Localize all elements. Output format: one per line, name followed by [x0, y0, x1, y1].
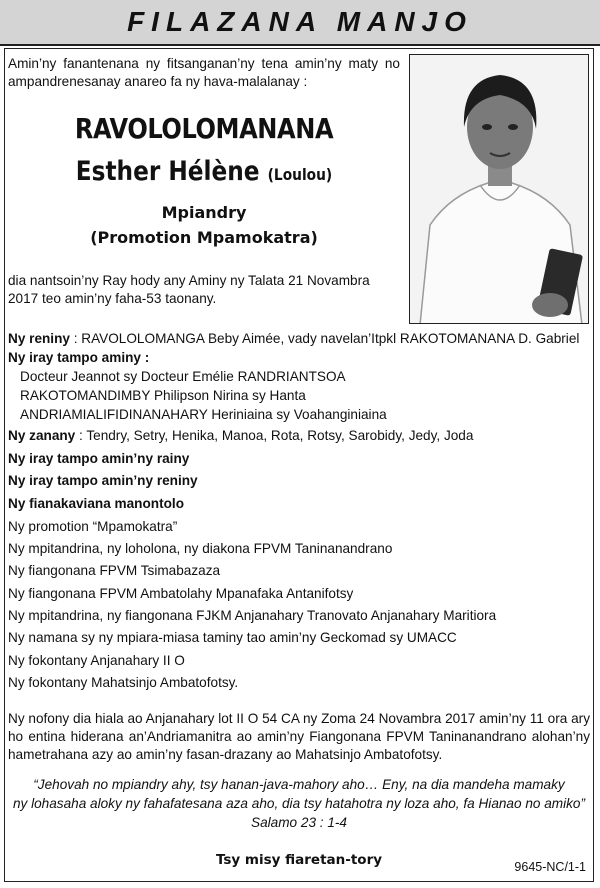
family-line: Ny fokontany Anjanahary II O — [8, 653, 185, 668]
deceased-surname: RAVOLOLOMANANA — [74, 112, 334, 145]
mother-text: : RAVOLOLOMANGA Beby Aimée, vady navelan’Itpkl RAKOTOMANANA D. Gabriel — [69, 331, 580, 346]
portrait-photo — [409, 54, 589, 324]
family-bold-line: Ny iray tampo amin’ny reniny — [8, 473, 198, 488]
header-title: FILAZANA MANJO — [127, 6, 473, 37]
family-line: Ny mpitandrina, ny loholona, ny diakona FPVM Taninanandrano — [8, 541, 393, 556]
family-line: Ny mpitandrina, ny fiangonana FJKM Anjanahary Tranovato Anjanahary Maritiora — [8, 608, 497, 623]
quote-line: “Jehovah no mpiandry ahy, tsy hanan-java-mahory aho… Eny, na dia mandeha mamaky — [33, 777, 565, 792]
children-text: : Tendry, Setry, Henika, Manoa, Rota, Rotsy, Sarobidy, Jedy, Joda — [75, 428, 474, 443]
footer-note: Tsy misy fiaretan-tory — [215, 852, 383, 868]
family-line: Ny fiangonana FPVM Ambatolahy Mpanafaka Antanifotsy — [8, 586, 354, 601]
quote-line: ny lohasaha aloky ny fahafatesana aza aho, dia tsy hatahotra ny loza aho, fa Hianao no amiko” — [12, 796, 586, 811]
nickname: (Loulou) — [267, 165, 333, 184]
family-line: Ny fokontany Mahatsinjo Ambatofotsy. — [8, 675, 239, 690]
death-notice: dia nantsoin’ny Ray hody any Aminy ny Talata 21 Novambra 2017 teo amin’ny faha-53 taonany. — [8, 273, 370, 306]
sibling-line: ANDRIAMIALIFIDINANAHARY Heriniaina sy Voahanginiaina — [20, 407, 387, 422]
family-bold-line: Ny fianakaviana manontolo — [8, 496, 185, 511]
quote-source: Salamo 23 : 1-4 — [251, 815, 347, 830]
given-names: Esther Hélène — [75, 156, 260, 187]
intro-text: Amin’ny fanantenana ny fitsanganan’ny tena amin’ny maty no ampandrenesanay anareo fa ny hava-malalanay : — [8, 56, 400, 89]
scripture-quote — [8, 775, 590, 832]
family-line: Ny namana sy ny mpiara-miasa taminy tao amin’ny Geckomad sy UMACC — [8, 630, 457, 645]
family-line: Ny fiangonana FPVM Tsimabazaza — [8, 563, 221, 578]
mother-label: Ny reniny — [8, 331, 70, 346]
children-line — [8, 427, 473, 445]
deceased-given-names — [35, 156, 372, 187]
deceased-group: Mpiandry — [161, 203, 247, 222]
funeral-details: Ny nofony dia hiala ao Anjanahary lot II O 54 CA ny Zoma 24 Novambra 2017 amin’ny 11 ora ary ho entina hiderana an’Andriamanitra ao amin’ny Fiangonana FPVM Taninanandrano alohan’ny hametrahana azy ao amin’ny fasan-drazany ao Mahatsinjo Ambatofotsy. — [8, 711, 590, 762]
sibling-line: RAKOTOMANDIMBY Philipson Nirina sy Hanta — [20, 388, 306, 403]
portrait-photo-illustration — [410, 55, 589, 324]
header-banner — [0, 0, 600, 46]
sibling-line: Docteur Jeannot sy Docteur Emélie RANDRIANTSOA — [20, 369, 346, 384]
children-label: Ny zanany — [8, 428, 76, 443]
mother-line — [8, 330, 579, 348]
siblings-label: Ny iray tampo aminy : — [8, 350, 150, 365]
reference-number: 9645-NC/1-1 — [514, 860, 586, 874]
family-bold-line: Ny iray tampo amin’ny rainy — [8, 451, 190, 466]
family-line: Ny promotion “Mpamokatra” — [8, 519, 178, 534]
deceased-promotion: (Promotion Mpamokatra) — [90, 228, 318, 247]
